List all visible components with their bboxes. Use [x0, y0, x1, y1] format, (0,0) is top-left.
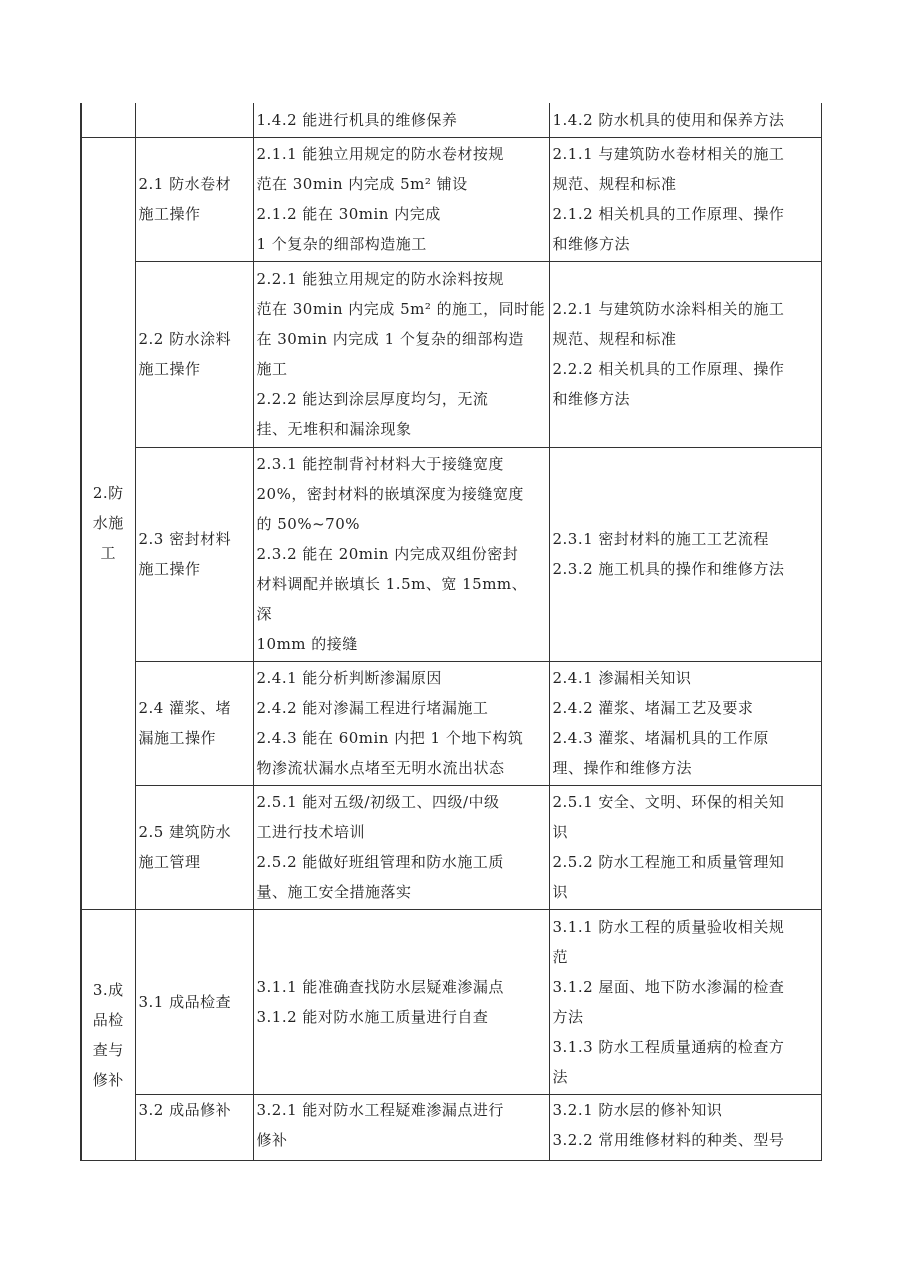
unit-cell: 2.1 防水卷材 施工操作	[135, 137, 253, 261]
table-row	[81, 785, 821, 909]
standards-table	[80, 103, 822, 1161]
section-cell-2: 2.防 水施 工	[81, 137, 135, 909]
skills-cell: 3.2.1 能对防水工程疑难渗漏点进行 修补	[253, 1094, 549, 1160]
knowledge-cell: 3.2.1 防水层的修补知识 3.2.2 常用维修材料的种类、型号	[549, 1094, 821, 1160]
unit-cell: 2.3 密封材料 施工操作	[135, 447, 253, 661]
unit-cell: 2.2 防水涂料 施工操作	[135, 261, 253, 447]
table-row	[81, 1094, 821, 1160]
knowledge-cell: 3.1.1 防水工程的质量验收相关规 范 3.1.2 屋面、地下防水渗漏的检查 方法 3.1.3 防水工程质量通病的检查方 法	[549, 909, 821, 1094]
knowledge-cell: 2.5.1 安全、文明、环保的相关知 识 2.5.2 防水工程施工和质量管理知 识	[549, 785, 821, 909]
table-row	[81, 137, 821, 261]
section-cell	[81, 103, 135, 137]
knowledge-cell: 2.3.1 密封材料的施工工艺流程 2.3.2 施工机具的操作和维修方法	[549, 447, 821, 661]
knowledge-cell: 2.1.1 与建筑防水卷材相关的施工 规范、规程和标准 2.1.2 相关机具的工作原理、操作 和维修方法	[549, 137, 821, 261]
table-row	[81, 661, 821, 785]
unit-cell: 2.4 灌浆、堵 漏施工操作	[135, 661, 253, 785]
skills-cell: 2.2.1 能独立用规定的防水涂料按规 范在 30min 内完成 5m² 的施工，同时能 在 30min 内完成 1 个复杂的细部构造 施工 2.2.2 能达到涂层厚度均匀，无流 挂、无堆积和漏涂现象	[253, 261, 549, 447]
table-row	[81, 909, 821, 1094]
table-row	[81, 447, 821, 661]
section-cell-3: 3.成 品检 查与 修补	[81, 909, 135, 1160]
skills-cell: 2.4.1 能分析判断渗漏原因 2.4.2 能对渗漏工程进行堵漏施工 2.4.3 能在 60min 内把 1 个地下构筑 物渗流状漏水点堵至无明水流出状态	[253, 661, 549, 785]
unit-cell: 2.5 建筑防水 施工管理	[135, 785, 253, 909]
table-row	[81, 261, 821, 447]
knowledge-cell: 1.4.2 防水机具的使用和保养方法	[549, 103, 821, 137]
skills-cell: 2.1.1 能独立用规定的防水卷材按规 范在 30min 内完成 5m² 铺设 2.1.2 能在 30min 内完成 1 个复杂的细部构造施工	[253, 137, 549, 261]
table-row	[81, 103, 821, 137]
knowledge-cell: 2.4.1 渗漏相关知识 2.4.2 灌浆、堵漏工艺及要求 2.4.3 灌浆、堵漏机具的工作原 理、操作和维修方法	[549, 661, 821, 785]
skills-cell: 2.5.1 能对五级/初级工、四级/中级 工进行技术培训 2.5.2 能做好班组管理和防水施工质 量、施工安全措施落实	[253, 785, 549, 909]
skills-cell: 3.1.1 能准确查找防水层疑难渗漏点 3.1.2 能对防水施工质量进行自查	[253, 909, 549, 1094]
skills-cell: 1.4.2 能进行机具的维修保养	[253, 103, 549, 137]
unit-cell: 3.2 成品修补	[135, 1094, 253, 1160]
knowledge-cell: 2.2.1 与建筑防水涂料相关的施工 规范、规程和标准 2.2.2 相关机具的工作原理、操作 和维修方法	[549, 261, 821, 447]
unit-cell	[135, 103, 253, 137]
unit-cell: 3.1 成品检查	[135, 909, 253, 1094]
skills-cell: 2.3.1 能控制背衬材料大于接缝宽度 20%，密封材料的嵌填深度为接缝宽度 的 50%~70% 2.3.2 能在 20min 内完成双组份密封 材料调配并嵌填长 1.5m、宽 15mm、 深 10mm 的接缝	[253, 447, 549, 661]
